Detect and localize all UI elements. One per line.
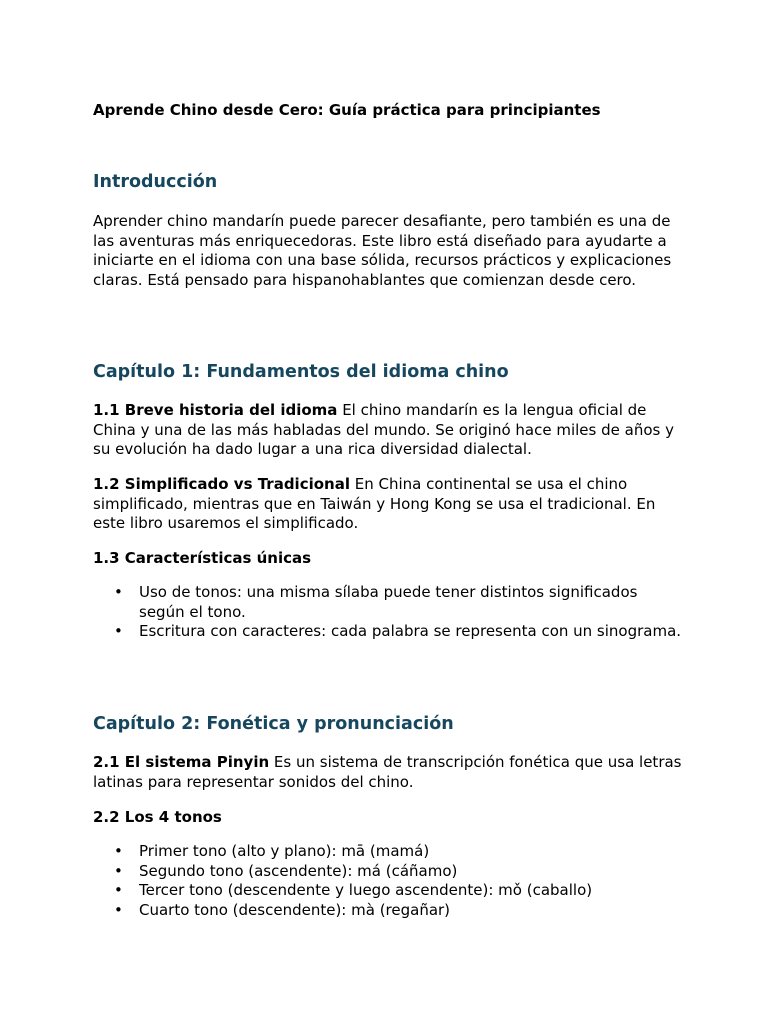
- list-item: • Segundo tono (ascendente): má (cáñamo): [93, 862, 683, 882]
- section-2-1-label: 2.1 El sistema Pinyin: [93, 753, 270, 771]
- section-1-3-label: 1.3 Características únicas: [93, 549, 312, 567]
- section-2-1: [93, 753, 683, 792]
- section-1-2-text: En China continental se usa el chino simplificado, mientras que en Taiwán y Hong Kong se usa el tradicional. En este libro usaremos el simplificado.: [93, 475, 656, 533]
- section-2-2-label: 2.2 Los 4 tonos: [93, 808, 222, 826]
- section-1-1-text: El chino mandarín es la lengua oficial de China y una de las más habladas del mundo. Se originó hace miles de años y su evolución ha dado lugar a una rica diversidad dialectal.: [93, 401, 674, 459]
- list-item: • Cuarto tono (descendente): mà (regañar): [93, 901, 683, 921]
- chapter-1-bullet-list: [93, 583, 683, 642]
- section-2-1-text: Es un sistema de transcripción fonética que usa letras latinas para representar sonidos del chino.: [93, 753, 682, 791]
- intro-paragraph: Aprender chino mandarín puede parecer desafiante, pero también es una de las aventuras más enriquecedoras. Este libro está diseñado para ayudarte a iniciarte en el idioma con una base sólida, recursos prácticos y explicaciones claras. Está pensado para hispanohablantes que comienzan desde cero.: [93, 212, 672, 289]
- heading-introduccion: Introducción: [93, 172, 218, 192]
- heading-chapter-1: Capítulo 1: Fundamentos del idioma chino: [93, 362, 509, 382]
- section-1-2: [93, 475, 683, 534]
- list-item: • Escritura con caracteres: cada palabra se representa con un sinograma.: [93, 622, 683, 642]
- tones-bullet-list: [93, 842, 683, 920]
- list-item: • Primer tono (alto y plano): mā (mamá): [93, 842, 683, 862]
- document-title: Aprende Chino desde Cero: Guía práctica para principiantes: [93, 101, 601, 119]
- heading-chapter-2: Capítulo 2: Fonética y pronunciación: [93, 714, 454, 734]
- list-item: • Tercer tono (descendente y luego ascendente): mǒ (caballo): [93, 881, 683, 901]
- section-1-2-label: 1.2 Simplificado vs Tradicional: [93, 475, 350, 493]
- section-1-1: [93, 401, 683, 460]
- section-1-1-label: 1.1 Breve historia del idioma: [93, 401, 338, 419]
- list-item: • Uso de tonos: una misma sílaba puede tener distintos significados según el tono.: [93, 583, 683, 622]
